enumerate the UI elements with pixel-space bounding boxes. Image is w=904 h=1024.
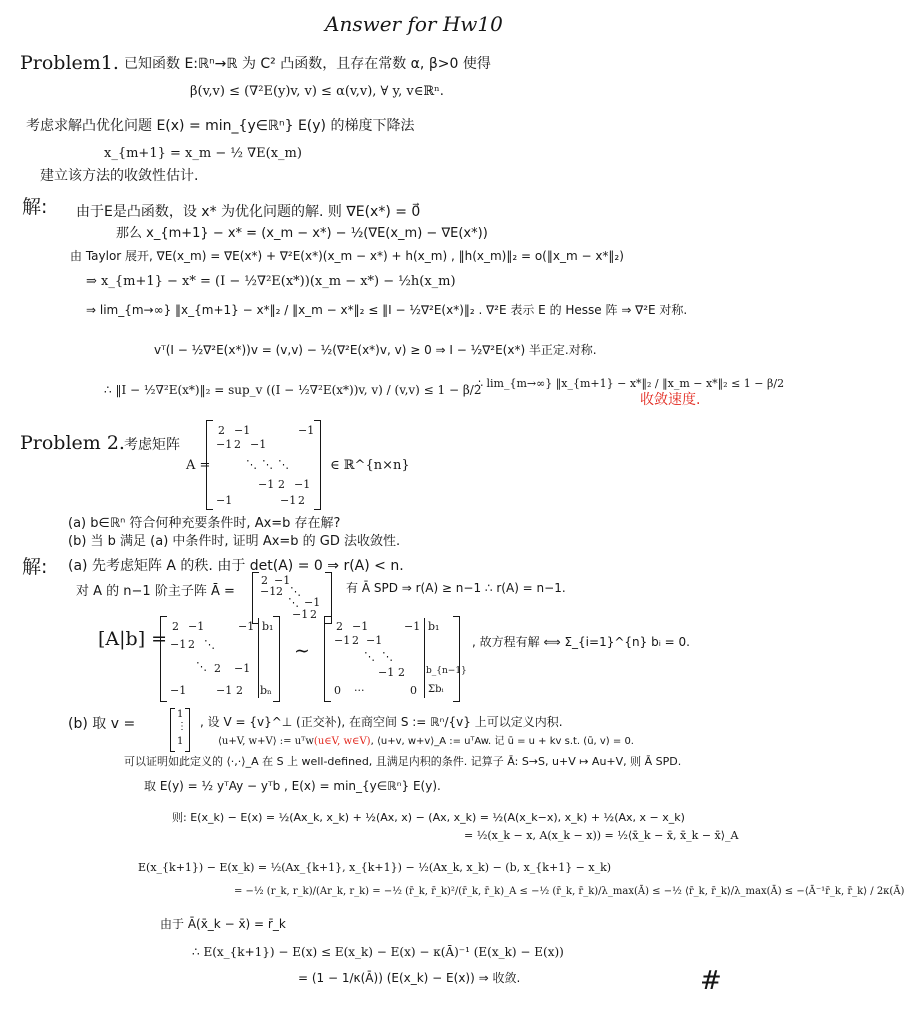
problem2-b3: 可以证明如此定义的 ⟨·,·⟩_A 在 S 上 well-defined, 且满足内积的条件. 记算子 Ā: S→S, u+V ↦ Au+V, 则 Ā SPD. [124, 755, 682, 768]
vector-cell: 1 [177, 709, 184, 720]
matrix-cell: −1 [170, 684, 187, 697]
matrix-cell: −1 [170, 638, 187, 651]
matrix-cell: b_{n−1} [426, 666, 467, 676]
problem2-b7: E(x_{k+1}) − E(x_k) = ½(Ax_{k+1}, x_{k+1}) − ½(Ax_k, x_k) − (b, x_{k+1} − x_k) [138, 861, 612, 874]
matrix-cell: −1 [216, 494, 233, 507]
matrix-augmented-left [160, 616, 280, 702]
matrix-cell: ⋱ [364, 650, 375, 663]
problem2-b11: = (1 − 1/κ(Ā)) (E(x_k) − E(x)) ⇒ 收敛. [298, 971, 521, 985]
matrix-cell: −1 [216, 438, 233, 451]
matrix-cell: −1 [234, 662, 251, 675]
matrix-cell: 2 [188, 638, 195, 651]
matrix-cell: −1 [292, 608, 309, 621]
matrix-A-space: ∈ ℝ^{n×n} [330, 458, 410, 473]
problem1-s1: 由于E是凸函数，设 x* 为优化问题的解. 则 ∇E(x*) = 0⃗ [76, 204, 421, 220]
matrix-cell: −1 [274, 574, 291, 587]
matrix-cell: −1 [366, 634, 383, 647]
problem2-b1b: , 设 V = {v}^⊥ (正交补), 在商空间 S := ℝⁿ/{v} 上可以定义内积. [200, 715, 563, 729]
matrix-cell: 2 [236, 684, 243, 697]
matrix-cell: bₙ [260, 684, 272, 697]
problem2-b4: 取 E(y) = ½ yᵀAy − yᵀb , E(x) = min_{y∈ℝⁿ} E(y). [144, 779, 441, 793]
problem2-a3: 有 Ā SPD ⇒ r(A) ≥ n−1 ∴ r(A) = n−1. [346, 581, 566, 595]
matrix-cell: −1 [258, 478, 275, 491]
problem2-solution-label: 解: [22, 556, 48, 578]
matrix-cell: ⋱ [262, 458, 273, 471]
problem2-stmt1: 考虑矩阵 [124, 437, 180, 453]
problem2-b9: 由于 Ā(x̄_k − x̄) = r̄_k [160, 917, 286, 931]
inner-product-def-a: , ⟨u+v, w+v⟩_A := uᵀAw. 记 ū = u + kv s.t. (ū, v) = 0. [370, 736, 634, 747]
matrix-cell: 0 [410, 684, 417, 697]
matrix-cell: −1 [216, 684, 233, 697]
problem1-s7b: ∴ lim_{m→∞} ‖x_{m+1} − x*‖₂ / ‖x_m − x*‖₂ ≤ 1 − β/2 [476, 377, 785, 390]
problem2-b6: = ½(x_k − x, A(x_k − x)) = ½⟨x̄_k − x̄, x̄_k − x̄⟩_A [464, 829, 739, 842]
matrix-cell: ⋱ [382, 650, 393, 663]
matrix-cell: −1 [280, 494, 297, 507]
matrix-cell: b₁ [262, 620, 274, 633]
problem1-s5: ⇒ lim_{m→∞} ‖x_{m+1} − x*‖₂ / ‖x_m − x*‖₂ ≤ ‖I − ½∇²E(x*)‖₂ . ∇²E 表示 E 的 Hesse 阵 ⇒ ∇²E 对称. [86, 303, 688, 317]
problem2-a4: , 故方程有解 ⟺ Σ_{i=1}^{n} bᵢ = 0. [472, 635, 690, 649]
matrix-cell: ⋱ [290, 585, 301, 598]
problem2-qb: (b) 当 b 满足 (a) 中条件时, 证明 Ax=b 的 GD 法收敛性. [68, 534, 401, 549]
problem1-stmt3: 考虑求解凸优化问题 E(x) = min_{y∈ℝⁿ} E(y) 的梯度下降法 [26, 118, 415, 134]
problem1-solution-label: 解: [22, 196, 48, 218]
problem1-stmt1: 已知函数 E:ℝⁿ→ℝ 为 C² 凸函数，且存在常数 α, β>0 使得 [124, 56, 491, 72]
matrix-cell: 2 [214, 662, 221, 675]
matrix-cell: 2 [172, 620, 179, 633]
matrix-cell: b₁ [428, 620, 440, 633]
problem1-label: Problem1. [20, 52, 119, 74]
matrix-cell: 2 [298, 494, 305, 507]
matrix-cell: −1 [298, 424, 315, 437]
matrix-cell: 2 [398, 666, 405, 679]
matrix-cell: ⋱ [196, 660, 207, 673]
problem2-b2 [218, 734, 634, 750]
problem1-s3: 由 Taylor 展开, ∇E(x_m) = ∇E(x*) + ∇²E(x*)(x_m − x*) + h(x_m) , ‖h(x_m)‖₂ = o(‖x_m − x*‖₂) [70, 249, 624, 263]
similar-sign: ∼ [294, 640, 310, 662]
vector-v [170, 708, 190, 752]
matrix-cell: 2 [276, 585, 283, 598]
inner-product-def: ⟨u+V, w+V⟩ := uᵀw [218, 736, 314, 747]
augmented-label: [A|b] = [98, 628, 168, 650]
problem1-stmt4: 建立该方法的收敛性估计. [40, 168, 199, 184]
problem2-b8: = −½ (r_k, r_k)/(Ar_k, r_k) = −½ (r̄_k, r̄_k)²/(r̄_k, r̄_k)_A ≤ −½ (r̄_k, r̄_k)/λ_max(Ā) ≤ −½ ⟨r̄_k, r̄_k⟩/λ_max(Ā) ≤ −⟨Ā⁻¹r̄_k, r̄_k⟩ / 2κ(Ā) [234, 886, 904, 897]
vector-cell: ⋮ [177, 721, 187, 732]
matrix-A-label: A = [186, 458, 211, 473]
matrix-cell: −1 [334, 634, 351, 647]
problem1-s6: vᵀ(I − ½∇²E(x*))v = (v,v) − ½(∇²E(x*)v, v) ≥ 0 ⇒ I − ½∇²E(x*) 半正定.对称. [154, 343, 597, 357]
matrix-A [206, 420, 321, 510]
matrix-cell: 2 [352, 634, 359, 647]
end-mark: # [700, 966, 722, 996]
matrix-cell: 0 [334, 684, 341, 697]
matrix-cell: −1 [304, 596, 321, 609]
problem2-b10: ∴ E(x_{k+1}) − E(x) ≤ E(x_k) − E(x) − κ(Ā)⁻¹ (E(x_k) − E(x)) [192, 945, 564, 959]
matrix-cell: 2 [218, 424, 225, 437]
problem2-label: Problem 2. [20, 432, 125, 454]
matrix-cell: ⋱ [278, 458, 289, 471]
matrix-cell: 2 [234, 438, 241, 451]
problem1-s4: ⇒ x_{m+1} − x* = (I − ½∇²E(x*))(x_m − x*) − ½h(x_m) [86, 274, 456, 289]
matrix-cell: −1 [352, 620, 369, 633]
matrix-cell: 2 [261, 574, 268, 587]
matrix-cell: −1 [250, 438, 267, 451]
problem1-stmt2: β(v,v) ≤ (∇²E(y)v, v) ≤ α(v,v), ∀ y, v∈ℝⁿ. [190, 84, 444, 99]
matrix-cell: Σbᵢ [428, 684, 444, 695]
problem1-s2: 那么 x_{m+1} − x* = (x_m − x*) − ½(∇E(x_m) − ∇E(x*)) [116, 226, 488, 241]
matrix-cell: ⋱ [288, 596, 299, 609]
matrix-cell: 2 [278, 478, 285, 491]
problem2-b1: (b) 取 v = [68, 716, 136, 732]
matrix-augmented-right [324, 616, 467, 702]
problem1-s7: ∴ ‖I − ½∇²E(x*)‖₂ = sup_v ((I − ½∇²E(x*))v, v) / (v,v) ≤ 1 − β/2 [104, 383, 482, 397]
problem1-iter: x_{m+1} = x_m − ½ ∇E(x_m) [104, 146, 302, 161]
vector-cell: 1 [177, 736, 184, 747]
matrix-cell: −1 [188, 620, 205, 633]
matrix-cell: −1 [234, 424, 251, 437]
problem2-a1: (a) 先考虑矩阵 A 的秩. 由于 det(A) = 0 ⇒ r(A) < n. [68, 558, 404, 574]
matrix-cell: 2 [310, 608, 317, 621]
matrix-cell: −1 [294, 478, 311, 491]
matrix-cell: −1 [260, 585, 277, 598]
problem2-a2: 对 A 的 n−1 阶主子阵 Ā = [76, 584, 235, 599]
problem2-b5: 则: E(x_k) − E(x) = ½(Ax_k, x_k) + ½(Ax, x) − (Ax, x_k) = ½(A(x_k−x), x_k) + ½(Ax, x − x_k) [172, 811, 685, 824]
matrix-cell: ⋱ [246, 458, 257, 471]
inner-product-condition: (u∈V, w∈V) [313, 736, 371, 747]
matrix-cell: 2 [336, 620, 343, 633]
problem2-qa: (a) b∈ℝⁿ 符合何种充要条件时, Ax=b 存在解? [68, 516, 341, 531]
matrix-cell: −1 [238, 620, 255, 633]
matrix-cell: −1 [404, 620, 421, 633]
page-title: Answer for Hw10 [325, 12, 503, 36]
matrix-cell: ⋱ [204, 638, 215, 651]
problem1-red-note: 收敛速度. [640, 392, 701, 408]
matrix-cell: ··· [354, 684, 365, 697]
matrix-cell: −1 [378, 666, 395, 679]
